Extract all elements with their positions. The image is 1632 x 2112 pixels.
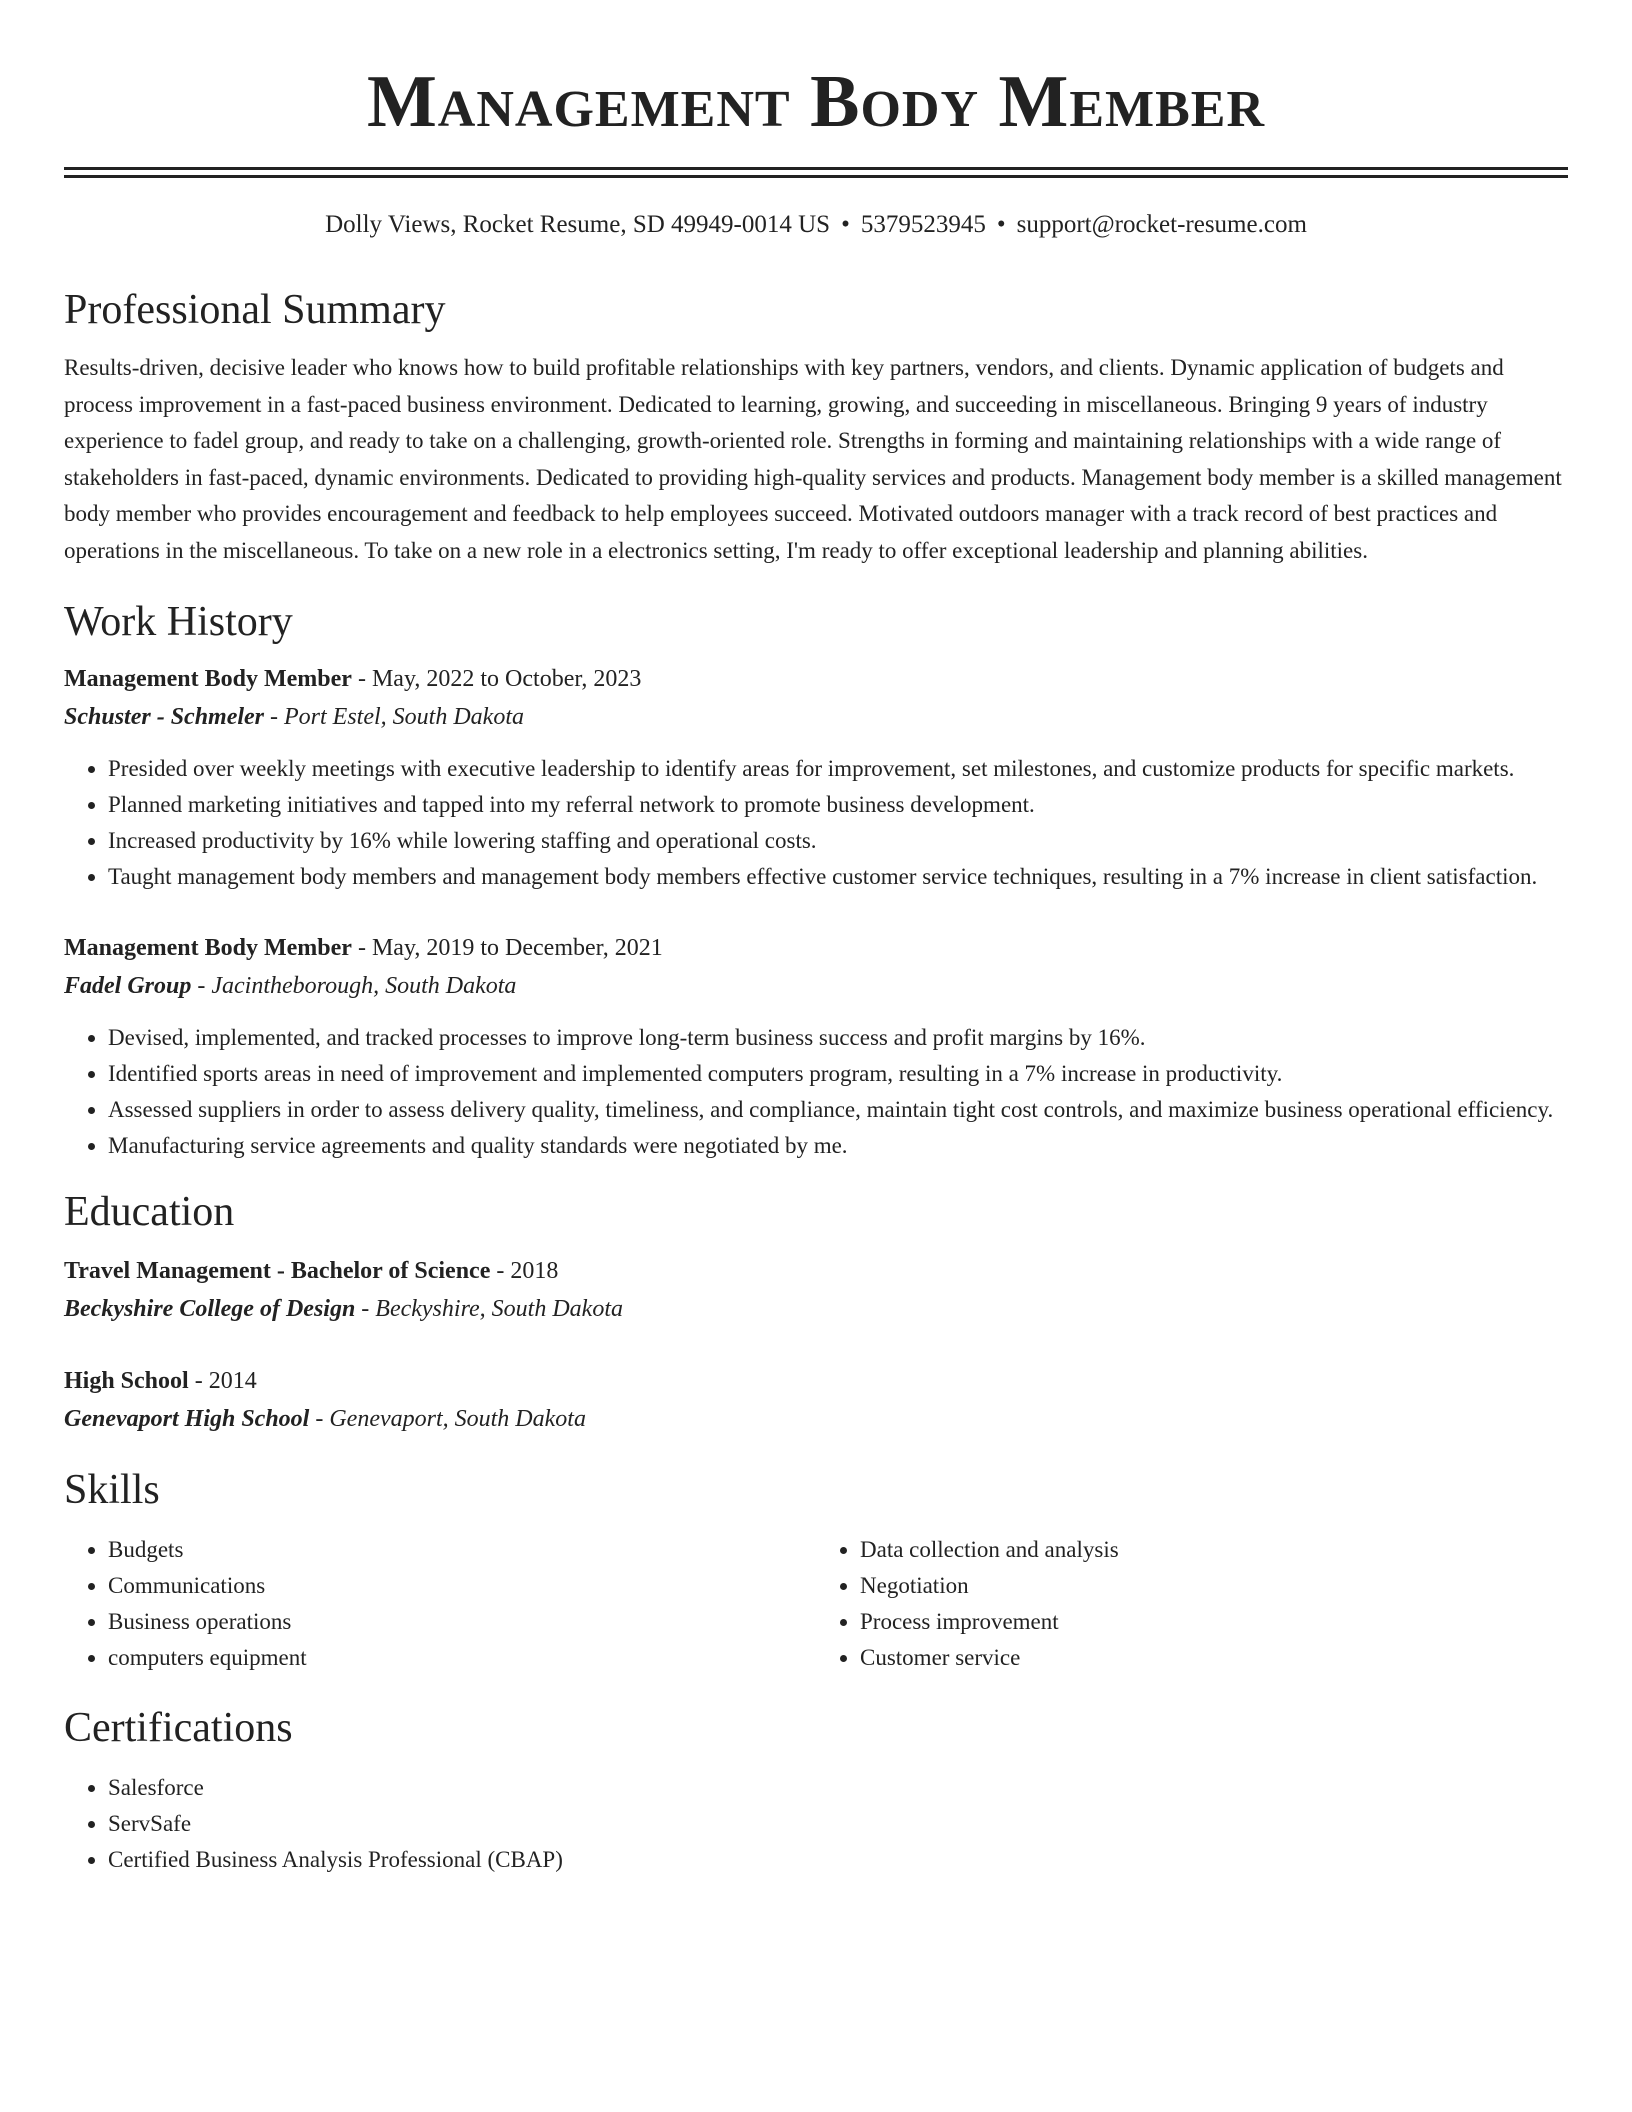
- contact-phone: 5379523945: [860, 211, 986, 238]
- education-entry: [64, 1362, 1568, 1438]
- school-line: [64, 1290, 1568, 1328]
- degree: Travel Management - Bachelor of Science: [64, 1257, 491, 1284]
- skills-column-left: [64, 1532, 816, 1676]
- job-title-line: [64, 660, 1568, 698]
- skills-grid: [64, 1532, 1568, 1676]
- degree-year: - 2018: [490, 1257, 559, 1284]
- header-rule-bottom: [64, 175, 1568, 178]
- job-company-line: [64, 967, 1568, 1005]
- section-heading-work: Work History: [64, 598, 293, 645]
- degree: High School: [64, 1367, 189, 1394]
- list-item: • Devised, implemented, and tracked processes to improve long-term business success and profit margins by 16%.: [108, 1020, 1568, 1056]
- degree-year: - 2014: [188, 1367, 257, 1394]
- list-item: • computers equipment: [108, 1640, 816, 1676]
- job-bullets: [64, 1020, 1568, 1164]
- list-item: • Certified Business Analysis Professional (CBAP): [108, 1842, 1568, 1878]
- list-item: • Planned marketing initiatives and tapped into my referral network to promote business development.: [108, 787, 1568, 823]
- summary-text: Results-driven, decisive leader who knows how to build profitable relationships with key partners, vendors, and clients. Dynamic application of budgets and process improvement in a fast-paced business environment. Dedicated to learning, growing, and succeeding in miscellaneous. Bringing 9 years of industry experience to fadel group, and ready to take on a challenging, growth-oriented role. Strengths in forming and maintaining relationships with a wide range of stakeholders in fast-paced, dynamic environments. Dedicated to providing high-quality services and products. Management body member is a skilled management body member who provides encouragement and feedback to help employees succeed. Motivated outdoors manager with a track record of best practices and operations in the miscellaneous. To take on a new role in a electronics setting, I'm ready to offer exceptional leadership and planning abilities.: [64, 355, 1562, 563]
- job-location: - Jacintheborough, South Dakota: [191, 972, 517, 999]
- list-item: • ServSafe: [108, 1806, 1568, 1842]
- list-item: • Budgets: [108, 1532, 816, 1568]
- section-heading-education: Education: [64, 1188, 235, 1235]
- section-heading-certifications: Certifications: [64, 1704, 293, 1751]
- list-item: • Manufacturing service agreements and quality standards were negotiated by me.: [108, 1128, 1568, 1164]
- job-dates: - May, 2019 to December, 2021: [351, 934, 663, 961]
- section-heading-summary: Professional Summary: [64, 287, 446, 333]
- job-title: Management Body Member: [64, 934, 352, 961]
- job-company: Schuster - Schmeler: [64, 703, 265, 730]
- job-entry: [64, 929, 1568, 1164]
- education-entry: [64, 1252, 1568, 1328]
- list-item: • Identified sports areas in need of improvement and implemented computers program, resulting in a 7% increase in productivity.: [108, 1056, 1568, 1092]
- list-item: • Data collection and analysis: [860, 1532, 1568, 1568]
- contact-line: [64, 208, 1568, 242]
- certifications-list: [64, 1770, 1568, 1878]
- list-item: • Presided over weekly meetings with executive leadership to identify areas for improvement, set milestones, and customize products for specific markets.: [108, 751, 1568, 787]
- list-item: • Process improvement: [860, 1604, 1568, 1640]
- job-title-line: [64, 929, 1568, 967]
- skills-column-right: [816, 1532, 1568, 1676]
- school: Genevaport High School: [64, 1405, 310, 1432]
- list-item: • Taught management body members and management body members effective customer service techniques, resulting in a 7% increase in client satisfaction.: [108, 859, 1568, 895]
- contact-separator: •: [841, 211, 850, 238]
- job-bullets: [64, 751, 1568, 895]
- job-company: Fadel Group: [64, 972, 192, 999]
- job-dates: - May, 2022 to October, 2023: [351, 665, 642, 692]
- header-rule-top: [64, 167, 1568, 170]
- job-entry: [64, 660, 1568, 895]
- certifications-bullets: [64, 1770, 1568, 1878]
- job-company-line: [64, 698, 1568, 736]
- list-item: • Assessed suppliers in order to assess delivery quality, timeliness, and compliance, maintain tight cost controls, and maximize business operational efficiency.: [108, 1092, 1568, 1128]
- job-title: Management Body Member: [64, 665, 352, 692]
- list-item: • Business operations: [108, 1604, 816, 1640]
- degree-line: [64, 1252, 1568, 1290]
- contact-address: Dolly Views, Rocket Resume, SD 49949-0014 US: [325, 211, 831, 238]
- contact-separator: •: [996, 211, 1006, 238]
- school-location: - Beckyshire, South Dakota: [355, 1295, 623, 1322]
- school-line: [64, 1400, 1568, 1438]
- list-item: • Salesforce: [108, 1770, 1568, 1806]
- section-heading-skills: Skills: [64, 1466, 160, 1513]
- list-item: • Negotiation: [860, 1568, 1568, 1604]
- degree-line: [64, 1362, 1568, 1400]
- page-title: Management Body Member: [366, 61, 1266, 143]
- list-item: • Customer service: [860, 1640, 1568, 1676]
- job-location: - Port Estel, South Dakota: [264, 703, 524, 730]
- contact-email: support@rocket-resume.com: [1016, 211, 1307, 238]
- list-item: • Increased productivity by 16% while lowering staffing and operational costs.: [108, 823, 1568, 859]
- school: Beckyshire College of Design: [64, 1295, 356, 1322]
- list-item: • Communications: [108, 1568, 816, 1604]
- school-location: - Genevaport, South Dakota: [309, 1405, 586, 1432]
